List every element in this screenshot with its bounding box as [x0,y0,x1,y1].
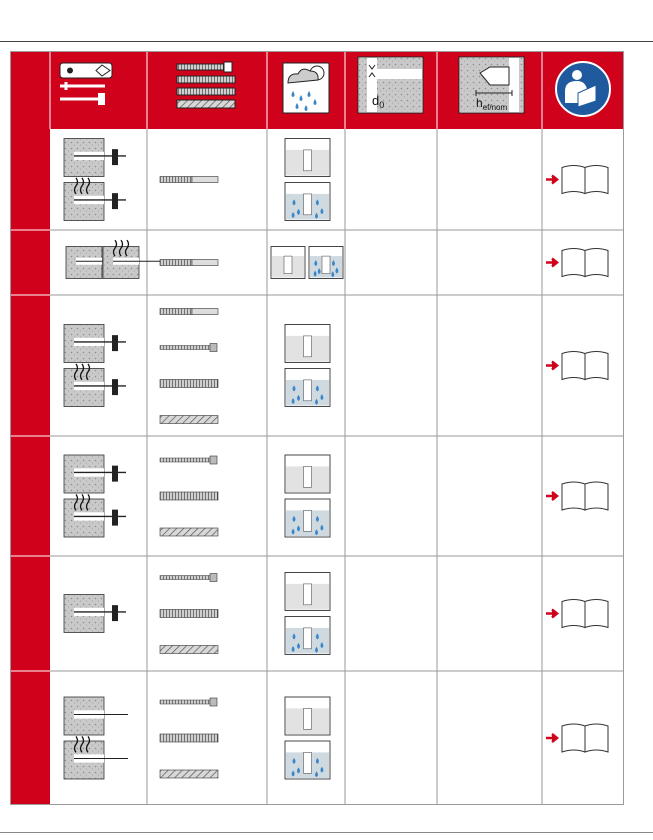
read-manual-icon [556,62,610,116]
wet-hole-icon [285,499,330,537]
screw-anchor [160,260,218,266]
dry-hole-icon [271,247,305,279]
dry-hole-icon [285,455,330,493]
d0-label: $d_0$ [372,93,385,110]
hole-diameter-icon [358,57,423,113]
wet-hole-icon [285,741,330,779]
dry-hole-icon [285,139,330,177]
bottom-rule [0,832,653,833]
rain-sun-icon [283,63,329,113]
rebar [160,646,218,654]
dry-hole-icon [285,573,330,611]
rebar [160,528,218,536]
embedment-depth-icon [459,57,524,113]
internal-sleeve [160,734,218,742]
rebar [160,770,218,778]
wet-hole-icon [285,183,330,221]
dry-hole-icon [285,325,330,363]
wet-hole-icon [285,369,330,407]
rebar [160,416,218,424]
screw-anchor [160,309,218,315]
internal-sleeve [160,610,218,618]
internal-sleeve [160,492,218,500]
dry-hole-icon [285,697,330,735]
internal-sleeve [160,380,218,388]
wet-hole-icon [285,617,330,655]
application-table [10,51,624,805]
wet-hole-icon [309,247,343,279]
hef-label: $h_{ef/nom}$ [476,96,508,112]
screw-anchor [160,177,218,183]
top-rule [0,41,653,42]
